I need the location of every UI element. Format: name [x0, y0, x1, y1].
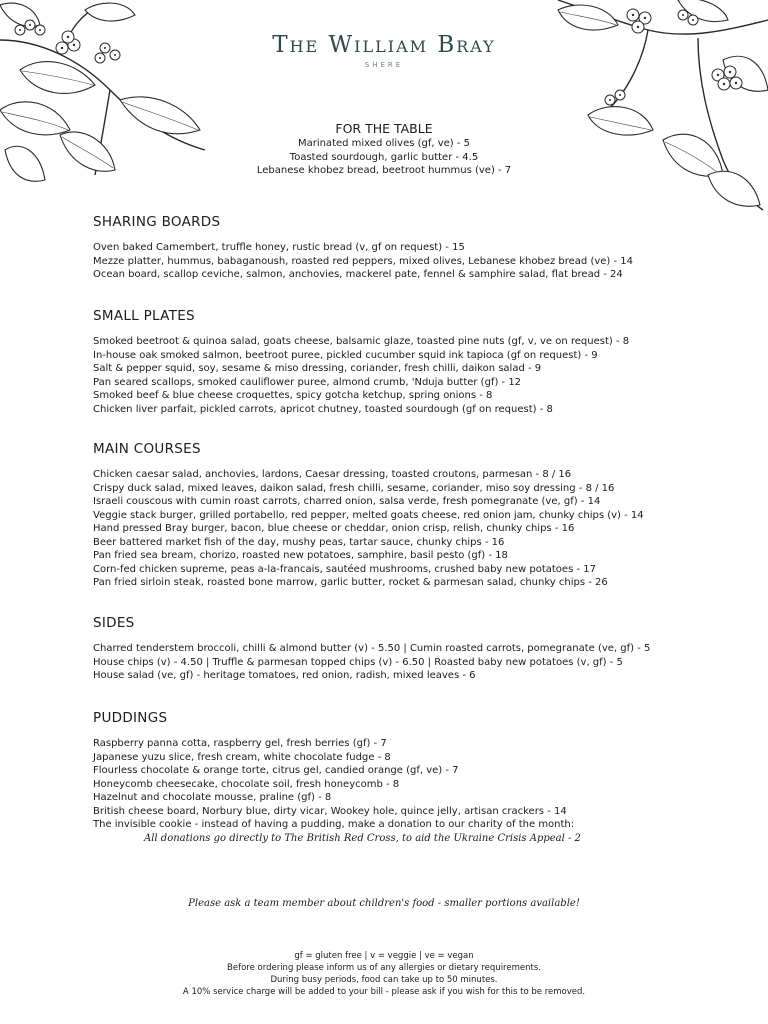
menu-item: Pan fried sirloin steak, roasted bone marrow, garlic butter, rocket & parmesan salad, chunky chips - 26: [93, 577, 608, 588]
dietary-key: gf = gluten free | v = veggie | ve = vegan: [294, 951, 474, 961]
charity-donation-note: All donations go directly to The British Red Cross, to aid the Ukraine Crisis Appeal - 2: [144, 832, 581, 844]
section-heading: FOR THE TABLE: [335, 121, 433, 136]
menu-item: Corn-fed chicken supreme, peas a-la-francais, sautéed mushrooms, crushed baby new potatoes - 17: [93, 563, 596, 575]
menu-item: Salt & pepper squid, soy, sesame & miso dressing, coriander, fresh chilli, daikon salad - 9: [93, 363, 542, 374]
menu-item: Smoked beef & blue cheese croquettes, spicy gotcha ketchup, spring onions - 8: [93, 390, 493, 401]
menu-item: Chicken liver parfait, pickled carrots, apricot chutney, toasted sourdough (gf on request) - 8: [93, 403, 553, 415]
menu-item: Mezze platter, hummus, babaganoush, roasted red peppers, mixed olives, Lebanese khobez bread (ve) - 14: [93, 255, 634, 267]
section-heading: MAIN COURSES: [93, 441, 201, 457]
menu-item: Honeycomb cheesecake, chocolate soil, fresh honeycomb - 8: [93, 778, 400, 790]
menu-item: Japanese yuzu slice, fresh cream, white chocolate fudge - 8: [93, 751, 391, 763]
restaurant-location: SHERE: [364, 61, 404, 69]
puddings-section: [93, 710, 753, 845]
menu-item: Crispy duck salad, mixed leaves, daikon salad, fresh chilli, sesame, coriander, miso soy dressing - 8 / 16: [93, 482, 615, 494]
menu-item: In-house oak smoked salmon, beetroot puree, pickled cucumber squid ink tapioca (gf on request) - 9: [93, 349, 598, 361]
section-heading: PUDDINGS: [93, 710, 168, 726]
childrens-food-note: Please ask a team member about children's food - smaller portions available!: [188, 898, 580, 909]
menu-item: Veggie stack burger, grilled portabello, red pepper, melted goats cheese, red onion jam, chunky chips (v) - 14: [93, 509, 644, 521]
section-heading: SHARING BOARDS: [93, 214, 221, 230]
section-heading: SIDES: [93, 615, 135, 631]
menu-item: Ocean board, scallop ceviche, salmon, anchovies, mackerel pate, fennel & samphire salad, flat bread - 24: [93, 269, 623, 280]
wait-time-notice: During busy periods, food can take up to 50 minutes.: [270, 975, 498, 985]
menu-item: Marinated mixed olives (gf, ve) - 5: [297, 138, 471, 149]
menu-item: Lebanese khobez bread, beetroot hummus (ve) - 7: [256, 165, 512, 176]
small-plates-section: [93, 308, 753, 416]
service-charge-notice: A 10% service charge will be added to your bill - please ask if you wish for this to be removed.: [182, 987, 586, 997]
for-the-table-section: [0, 121, 768, 178]
menu-item: Smoked beetroot & quinoa salad, goats cheese, balsamic glaze, toasted pine nuts (gf, v, ve on request) - 8: [93, 336, 630, 347]
menu-item: Raspberry panna cotta, raspberry gel, fresh berries (gf) - 7: [93, 738, 387, 749]
menu-item: Pan fried sea bream, chorizo, roasted new potatoes, samphire, basil pesto (gf) - 18: [93, 550, 508, 561]
sharing-boards-section: [93, 214, 753, 282]
allergy-notice: Before ordering please inform us of any allergies or dietary requirements.: [227, 963, 541, 973]
menu-item: Beer battered market fish of the day, mushy peas, tartar sauce, chunky chips - 16: [93, 536, 505, 548]
menu-item: Flourless chocolate & orange torte, citrus gel, candied orange (gf, ve) - 7: [93, 765, 459, 776]
menu-item: Israeli couscous with cumin roast carrots, charred onion, salsa verde, fresh pomegranate (ve, gf) - 14: [93, 496, 601, 507]
section-heading: SMALL PLATES: [93, 308, 195, 324]
menu-item: Pan seared scallops, smoked cauliflower puree, almond crumb, 'Nduja butter (gf) - 12: [93, 376, 522, 388]
restaurant-name: The William Bray: [272, 32, 496, 58]
menu-item: Toasted sourdough, garlic butter - 4.5: [289, 151, 479, 163]
menu-item: Charred tenderstem broccoli, chilli & almond butter (v) - 5.50 | Cumin roasted carrots, pomegranate (ve, gf) - 5: [93, 643, 651, 654]
main-courses-section: [93, 441, 753, 590]
brand-header: [0, 32, 768, 69]
menu-item: Chicken caesar salad, anchovies, lardons, Caesar dressing, toasted croutons, parmesan - 8 / 16: [93, 469, 572, 480]
menu-item: Oven baked Camembert, truffle honey, rustic bread (v, gf on request) - 15: [93, 242, 465, 253]
sides-section: [93, 615, 753, 683]
menu-item: The invisible cookie - instead of having a pudding, make a donation to our charity of the month:: [93, 819, 575, 830]
menu-item: House chips (v) - 4.50 | Truffle & parmesan topped chips (v) - 6.50 | Roasted baby new potatoes (v, gf) - 5: [93, 656, 623, 668]
menu-item: British cheese board, Norbury blue, dirty vicar, Wookey hole, quince jelly, artisan crackers - 14: [93, 805, 567, 817]
menu-footer: [0, 950, 768, 998]
menu-item: Hazelnut and chocolate mousse, praline (gf) - 8: [93, 792, 332, 803]
menu-item: House salad (ve, gf) - heritage tomatoes, red onion, radish, mixed leaves - 6: [93, 670, 476, 681]
menu-item: Hand pressed Bray burger, bacon, blue cheese or cheddar, onion crisp, relish, chunky chips - 16: [93, 523, 575, 534]
